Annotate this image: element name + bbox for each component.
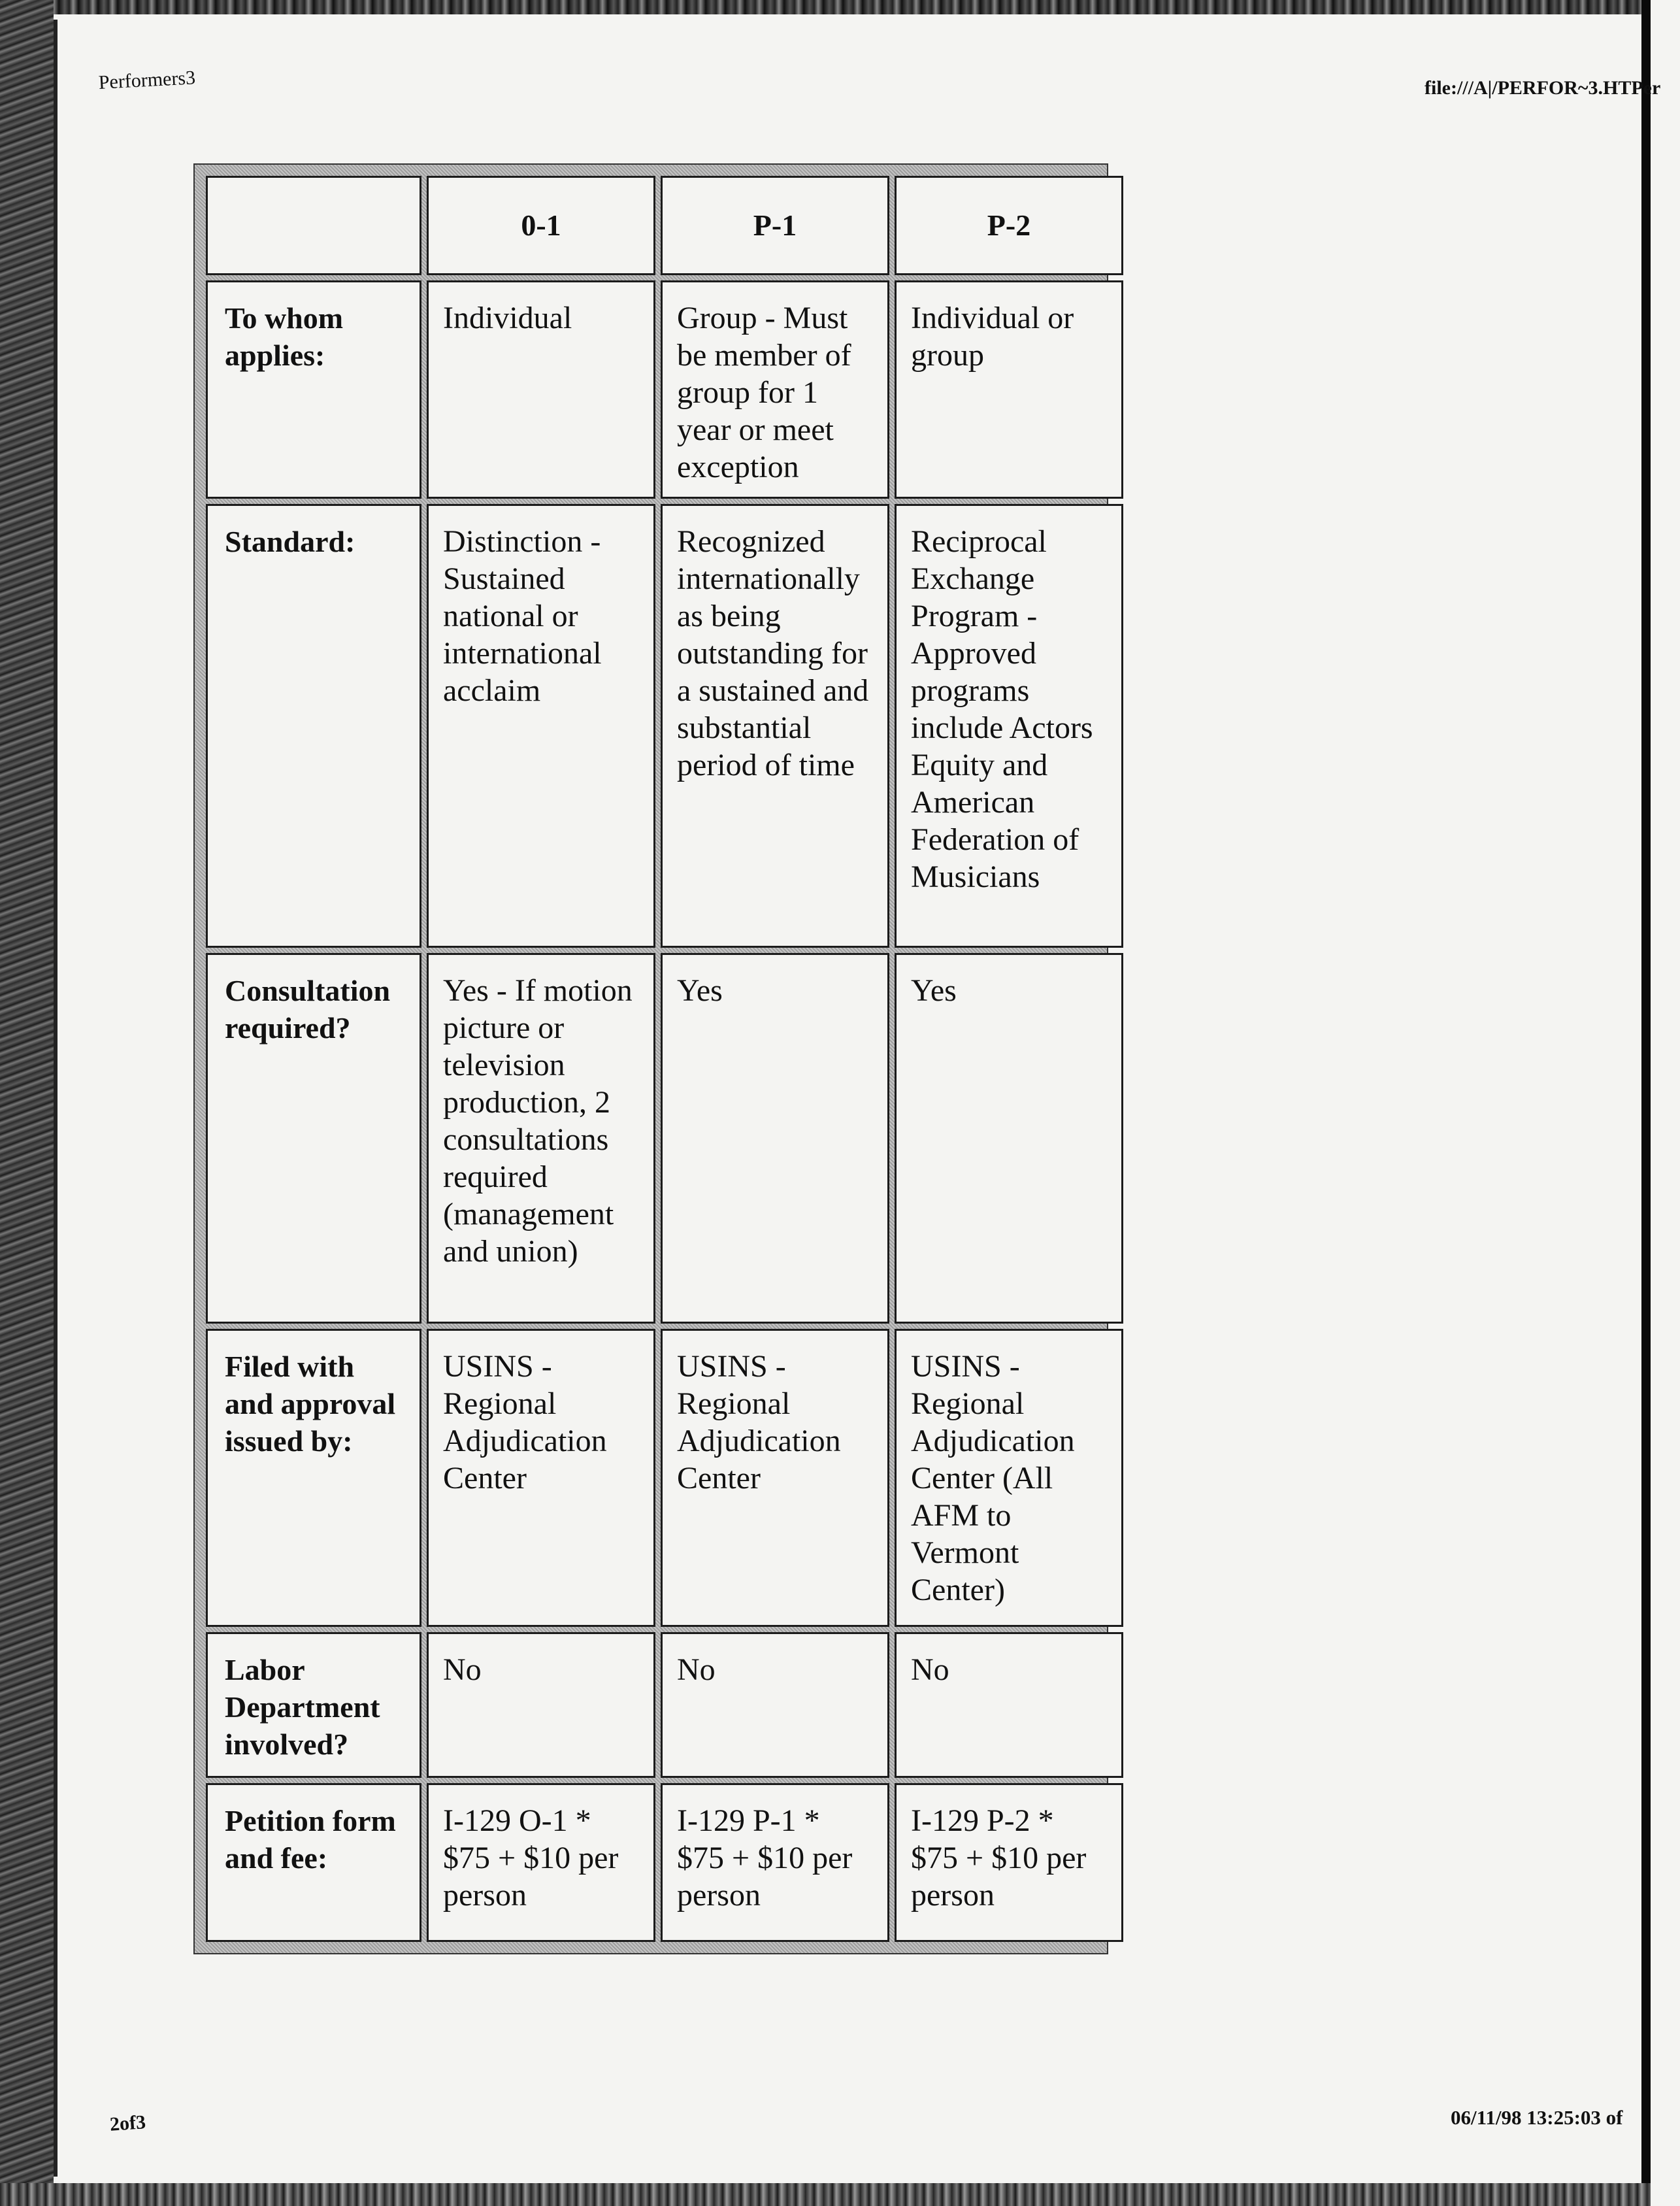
scan-border-left bbox=[0, 0, 54, 2206]
row-label: To whom applies: bbox=[206, 280, 421, 499]
scan-border-bottom bbox=[0, 2183, 1680, 2206]
table-row bbox=[206, 280, 1123, 499]
table-cell: Recognized internationally as being outstanding for a sustained and substantial period of time bbox=[661, 504, 889, 948]
table-cell: I-129 O-1 * $75 + $10 per person bbox=[427, 1783, 655, 1942]
scan-margin-right bbox=[1651, 0, 1680, 2206]
table-row bbox=[206, 504, 1123, 948]
scan-page-edge bbox=[54, 20, 58, 2177]
row-label: Petition form and fee: bbox=[206, 1783, 421, 1942]
row-label: Standard: bbox=[206, 504, 421, 948]
table-cell: No bbox=[427, 1632, 655, 1778]
column-header-p2: P-2 bbox=[895, 176, 1123, 275]
page-number: 2of3 bbox=[108, 2111, 147, 2135]
row-label: Labor Department involved? bbox=[206, 1632, 421, 1778]
table-cell: No bbox=[895, 1632, 1123, 1778]
column-header-p1: P-1 bbox=[661, 176, 889, 275]
table-row bbox=[206, 953, 1123, 1324]
row-label: Consultation required? bbox=[206, 953, 421, 1324]
column-header-o1: 0-1 bbox=[427, 176, 655, 275]
scan-border-right bbox=[1641, 0, 1651, 2183]
column-header-empty bbox=[206, 176, 421, 275]
table-cell: USINS - Regional Adjudication Center bbox=[427, 1329, 655, 1627]
table-cell: Distinction - Sustained national or international acclaim bbox=[427, 504, 655, 948]
table-cell: Individual or group bbox=[895, 280, 1123, 499]
scan-border-top bbox=[0, 0, 1680, 14]
row-label: Filed with and approval issued by: bbox=[206, 1329, 421, 1627]
table-cell: Group - Must be member of group for 1 year or meet exception bbox=[661, 280, 889, 499]
page-header-url: file:///A|/PERFOR~3.HTPer bbox=[1425, 77, 1661, 99]
visa-comparison-table bbox=[201, 171, 1128, 1947]
page-timestamp: 06/11/98 13:25:03 of bbox=[1451, 2106, 1623, 2129]
table-cell: Yes - If motion picture or television production, 2 consultations required (management and union) bbox=[427, 953, 655, 1324]
table-cell: Yes bbox=[895, 953, 1123, 1324]
table-header-row bbox=[206, 176, 1123, 275]
table-cell: USINS - Regional Adjudication Center bbox=[661, 1329, 889, 1627]
table-cell: Individual bbox=[427, 280, 655, 499]
table-cell: Reciprocal Exchange Program - Approved programs include Actors Equity and American Federation of Musicians bbox=[895, 504, 1123, 948]
table-row bbox=[206, 1632, 1123, 1778]
table-row bbox=[206, 1783, 1123, 1942]
table-cell: I-129 P-2 * $75 + $10 per person bbox=[895, 1783, 1123, 1942]
table-cell: No bbox=[661, 1632, 889, 1778]
table-cell: USINS - Regional Adjudication Center (All AFM to Vermont Center) bbox=[895, 1329, 1123, 1627]
table-row bbox=[206, 1329, 1123, 1627]
page-header-title: Performers3 bbox=[98, 67, 196, 93]
visa-comparison-table-frame bbox=[193, 163, 1108, 1954]
table-cell: I-129 P-1 * $75 + $10 per person bbox=[661, 1783, 889, 1942]
table-cell: Yes bbox=[661, 953, 889, 1324]
